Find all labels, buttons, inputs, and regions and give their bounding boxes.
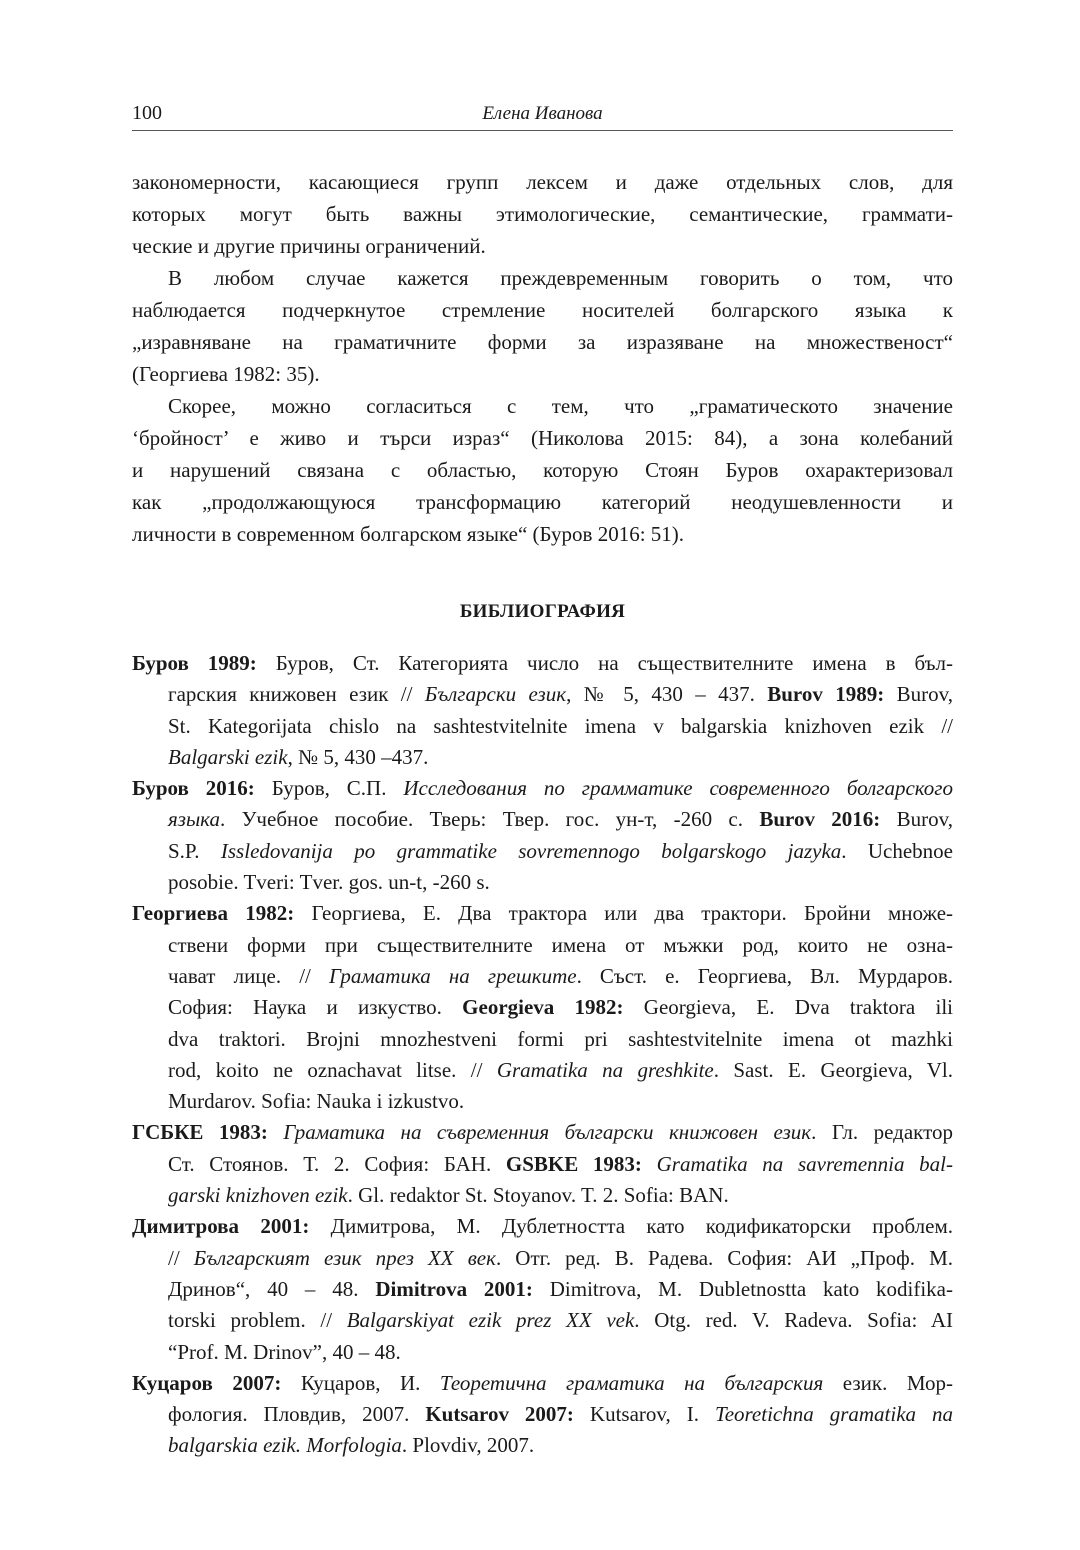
entry-text: torski problem. // — [168, 1308, 347, 1333]
italic-title: balgarskia ezik. Morfologia — [168, 1433, 402, 1458]
entry-line — [132, 804, 953, 835]
bibliography-entry — [132, 1368, 953, 1462]
entry-text: . Gl. redaktor St. Stoyanov. T. 2. Sofia: BAN. — [347, 1183, 729, 1208]
entry-key: Георгиева 1982: — [132, 901, 295, 926]
entry-text: Куцаров, И. — [300, 1370, 440, 1395]
bibliography-heading: БИБЛИОГРАФИЯ — [459, 601, 626, 622]
entry-text: . Uchebnoe — [841, 838, 954, 863]
entry-text: Kutsarov, I. — [573, 1402, 715, 1427]
entry-line — [132, 742, 953, 773]
entry-line — [132, 1055, 953, 1086]
entry-text: . Plovdiv, 2007. — [401, 1433, 535, 1458]
entry-line — [132, 1399, 953, 1430]
entry-text: език. Мор- — [823, 1370, 953, 1395]
running-title: Елена Иванова — [482, 103, 603, 124]
entry-text: , № 5, 430 –437. — [287, 744, 429, 769]
entry-line — [132, 1305, 953, 1336]
entry-text: Ст. Стоянов. Т. 2. София: БАН. — [168, 1151, 506, 1176]
italic-title: языка — [168, 807, 220, 832]
entry-text: rod, koito ne oznachavat litse. // — [168, 1057, 497, 1082]
entry-key: Dimitrova 2001: — [375, 1276, 533, 1301]
entry-line — [132, 1337, 953, 1368]
entry-text: . Учебное пособие. Тверь: Твер. гос. ун-т, -260 с. — [219, 807, 760, 832]
entry-key: GSBKE 1983: — [505, 1151, 642, 1176]
text-line: закономерности, касающиеся групп лексем и даже отдельных слов, для — [132, 170, 953, 194]
entry-line — [132, 1430, 953, 1461]
italic-title: Balgarski ezik — [168, 744, 288, 769]
entry-text: . Съст. е. Георгиева, Вл. Мурдаров. — [576, 963, 953, 988]
entry-line — [132, 961, 953, 992]
page-number: 100 — [132, 102, 162, 124]
entry-key: Kutsarov 2007: — [425, 1402, 574, 1427]
entry-line — [132, 679, 953, 710]
entry-key: Georgieva 1982: — [462, 995, 624, 1020]
entry-text: ствени форми при съществителните имена от мъжки род, които не озна- — [168, 932, 953, 957]
entry-text: Георгиева, Е. Два трактора или два трактори. Бройни множе- — [311, 901, 954, 926]
italic-title: Gramatika na greshkite — [496, 1057, 714, 1082]
bibliography-entry — [132, 1117, 953, 1211]
text-line: В любом случае кажется преждевременным говорить о том, что — [168, 266, 953, 290]
entry-text: , № 5, 430 – 437. — [566, 682, 768, 707]
entry-line — [132, 898, 953, 929]
italic-title: Исследования по грамматике современного болгарского — [403, 776, 953, 801]
bibliography-entry — [132, 648, 953, 773]
bibliography-list — [132, 648, 953, 1462]
italic-title: Teoretichna gramatika na — [714, 1402, 953, 1427]
paragraph — [132, 262, 953, 390]
bibliography-entry — [132, 1211, 953, 1367]
entry-text: Murdarov. Sofia: Nauka i izkustvo. — [168, 1089, 465, 1114]
italic-title: Български език — [424, 682, 567, 707]
entry-text: . Отг. ред. В. Радева. София: АИ „Проф. М. — [495, 1245, 954, 1270]
entry-text: dva traktori. Brojni mnozhestveni formi pri sashtestvitelnite imena ot mazhki — [168, 1026, 953, 1051]
entry-line — [132, 1243, 953, 1274]
text-line: наблюдается подчеркнутое стремление носителей болгарского языка к — [132, 298, 953, 322]
entry-text: . Otg. red. V. Radeva. Sofia: AI — [634, 1308, 953, 1333]
entry-text: Dimitrova, M. Dubletnostta kato kodifika- — [532, 1276, 953, 1301]
entry-line — [132, 1368, 953, 1399]
entry-line — [132, 836, 953, 867]
italic-title: Българският език през ХХ век — [193, 1245, 496, 1270]
italic-title: Граматика на грешките — [329, 963, 577, 988]
entry-line — [132, 867, 953, 898]
text-line: как „продолжающуюся трансформацию категорий неодушевленности и — [132, 490, 953, 514]
entry-text: Буров, С.П. — [271, 776, 404, 801]
entry-line — [132, 1117, 953, 1148]
italic-title: garski knizhoven ezik — [168, 1183, 348, 1208]
entry-line — [132, 648, 953, 679]
entry-key: Димитрова 2001: — [132, 1214, 310, 1239]
italic-title: Граматика на съвременния български книжовен език — [283, 1120, 812, 1145]
entry-text: Burov, — [884, 682, 953, 707]
entry-text: гарския книжовен език // — [168, 682, 425, 707]
entry-line — [132, 1086, 953, 1117]
entry-key: Буров 2016: — [132, 776, 255, 801]
entry-line — [132, 711, 953, 742]
entry-text: posobie. Tveri: Tver. gos. un-t, -260 s. — [168, 870, 490, 895]
entry-text: “Prof. M. Drinov”, 40 – 48. — [168, 1339, 401, 1364]
entry-key: Буров 1989: — [132, 651, 257, 675]
entry-line — [132, 773, 953, 804]
entry-text: Burov, — [880, 807, 953, 832]
entry-text: Дринов“, 40 – 48. — [168, 1276, 376, 1301]
entry-line — [132, 1274, 953, 1305]
text-line: личности в современном болгарском языке“ (Буров 2016: 51). — [132, 522, 685, 546]
text-line: Скорее, можно согласиться с тем, что „граматическото значение — [168, 394, 953, 418]
text-line: (Георгиева 1982: 35). — [132, 362, 320, 386]
paragraph — [132, 166, 953, 262]
italic-title: Gramatika na savremennia bal- — [656, 1151, 954, 1176]
italic-title: Теоретична граматика на българския — [439, 1370, 824, 1395]
italic-title: Issledovanija po grammatike sovremennogo bolgarskogo jazyka — [220, 838, 842, 863]
entry-key: Burov 2016: — [759, 807, 881, 832]
entry-text: Буров, Ст. Категорията число на съществителните имена в бъл- — [275, 651, 953, 675]
body-text — [132, 166, 953, 550]
bibliography-entry — [132, 773, 953, 898]
page-header — [132, 100, 953, 131]
entry-text: . Sast. E. Georgieva, Vl. — [713, 1057, 954, 1082]
text-line: и нарушений связана с областью, которую Стоян Буров охарактеризовал — [132, 458, 953, 482]
entry-text: S.P. — [168, 838, 221, 863]
entry-key: Burov 1989: — [767, 682, 885, 707]
entry-text: София: Наука и изкуство. — [168, 995, 463, 1020]
entry-key: Куцаров 2007: — [132, 1370, 282, 1395]
italic-title: Balgarskiyat ezik prez XX vek — [346, 1308, 635, 1333]
entry-text: Димитрова, М. Дублетността като кодификаторски проблем. — [330, 1214, 953, 1239]
entry-line — [132, 1211, 953, 1242]
entry-text: Georgieva, E. Dva traktora ili — [623, 995, 953, 1020]
entry-text: . Гл. редактор — [811, 1120, 953, 1145]
entry-text: чават лице. // — [168, 963, 330, 988]
entry-line — [132, 1180, 953, 1211]
entry-line — [132, 1149, 953, 1180]
entry-line — [132, 930, 953, 961]
text-line: ‘бройност’ е живо и търси израз“ (Николова 2015: 84), а зона колебаний — [132, 426, 953, 450]
text-line: ческие и другие причины ограничений. — [132, 234, 486, 258]
text-line: „изравняване на граматичните форми за изразяване на множественост“ — [132, 330, 953, 354]
bibliography-entry — [132, 898, 953, 1117]
entry-text: St. Kategorijata chislo na sashtestvitelnite imena v balgarskia knizhoven ezik // — [168, 713, 953, 738]
entry-key: ГСБКЕ 1983: — [132, 1120, 268, 1145]
paragraph — [132, 390, 953, 550]
entry-line — [132, 1024, 953, 1055]
text-line: которых могут быть важны этимологические, семантические, граммати- — [132, 202, 953, 226]
entry-text: // — [168, 1245, 194, 1270]
entry-text: фология. Пловдив, 2007. — [168, 1402, 426, 1427]
entry-line — [132, 992, 953, 1023]
entry-text — [642, 1152, 657, 1176]
